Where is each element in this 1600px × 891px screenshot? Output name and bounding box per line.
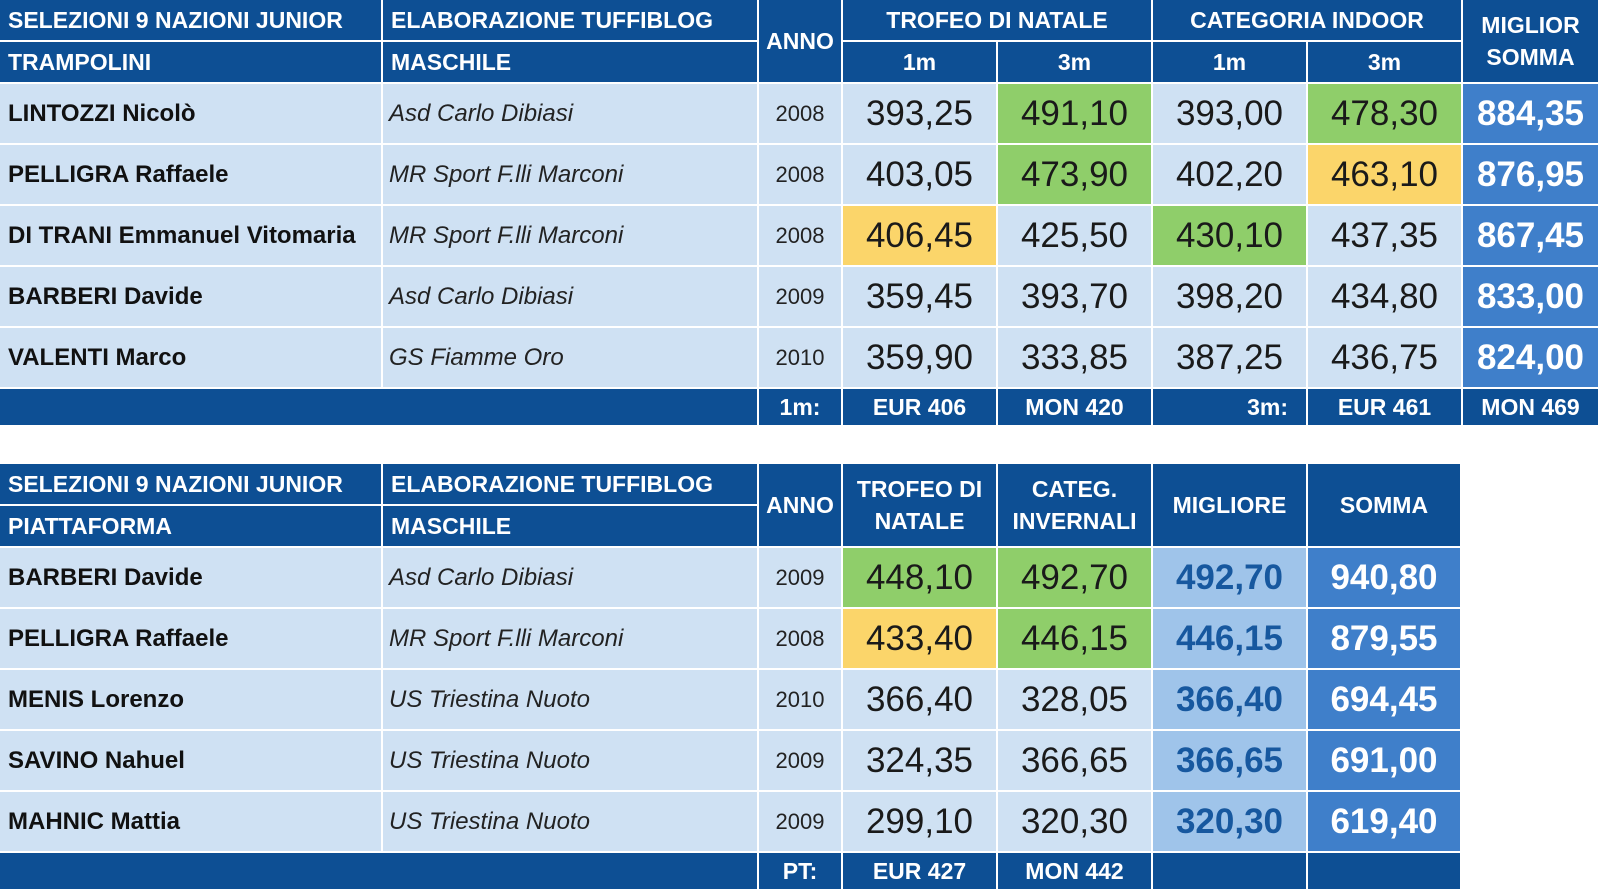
footer-eur-1m: EUR 406 [843, 389, 998, 427]
club-name: Asd Carlo Dibiasi [383, 548, 759, 609]
athlete-name: PELLIGRA Raffaele [0, 145, 383, 206]
categoria-indoor-header: CATEGORIA INDOOR [1153, 0, 1463, 42]
footer-blank [0, 389, 759, 427]
table-title-line1: SELEZIONI 9 NAZIONI JUNIOR [0, 464, 383, 506]
footer-mon-3m: MON 469 [1463, 389, 1600, 427]
club-name: MR Sport F.lli Marconi [383, 206, 759, 267]
table-row [0, 792, 1462, 853]
categ-invernali-line2: INVERNALI [1012, 508, 1137, 534]
miglior-somma: 876,95 [1463, 145, 1600, 206]
score-trofeo-1m: 406,45 [843, 206, 998, 267]
score-migliore: 446,15 [1153, 609, 1308, 670]
score-categ-invernali: 366,65 [998, 731, 1153, 792]
table-row [0, 670, 1462, 731]
table-row [0, 328, 1600, 389]
table-row [0, 206, 1600, 267]
athlete-name: SAVINO Nahuel [0, 731, 383, 792]
footer-row [0, 853, 1462, 891]
score-trofeo-3m: 473,90 [998, 145, 1153, 206]
table-title-line2: PIATTAFORMA [0, 506, 383, 548]
score-trofeo-1m: 393,25 [843, 84, 998, 145]
miglior-somma-line1: MIGLIOR [1481, 12, 1580, 38]
score-trofeo-natale: 324,35 [843, 731, 998, 792]
club-name: Asd Carlo Dibiasi [383, 267, 759, 328]
footer-blank [0, 853, 759, 891]
miglior-somma: 824,00 [1463, 328, 1600, 389]
table-title-line2: TRAMPOLINI [0, 42, 383, 84]
table-title-line1: SELEZIONI 9 NAZIONI JUNIOR [0, 0, 383, 42]
score-migliore: 492,70 [1153, 548, 1308, 609]
birth-year: 2009 [759, 267, 843, 328]
score-trofeo-natale: 299,10 [843, 792, 998, 853]
score-indoor-1m: 393,00 [1153, 84, 1308, 145]
trofeo-natale-line2: NATALE [874, 508, 965, 534]
club-name: US Triestina Nuoto [383, 670, 759, 731]
footer-label-pt: PT: [759, 853, 843, 891]
score-trofeo-natale: 448,10 [843, 548, 998, 609]
score-somma: 691,00 [1308, 731, 1462, 792]
footer-label-1m: 1m: [759, 389, 843, 427]
score-indoor-1m: 402,20 [1153, 145, 1308, 206]
athlete-name: VALENTI Marco [0, 328, 383, 389]
source-line1: ELABORAZIONE TUFFIBLOG [383, 464, 759, 506]
birth-year: 2008 [759, 206, 843, 267]
miglior-somma-header [1463, 0, 1600, 84]
footer-blank [1308, 853, 1462, 891]
footer-mon-1m: MON 420 [998, 389, 1153, 427]
score-trofeo-natale: 366,40 [843, 670, 998, 731]
score-trofeo-3m: 425,50 [998, 206, 1153, 267]
club-name: US Triestina Nuoto [383, 731, 759, 792]
score-indoor-3m: 434,80 [1308, 267, 1463, 328]
score-indoor-3m: 478,30 [1308, 84, 1463, 145]
score-somma: 619,40 [1308, 792, 1462, 853]
source-line2: MASCHILE [383, 506, 759, 548]
miglior-somma: 867,45 [1463, 206, 1600, 267]
sub-header-3m: 3m [998, 42, 1153, 84]
somma-header: SOMMA [1308, 464, 1462, 548]
score-indoor-3m: 437,35 [1308, 206, 1463, 267]
score-indoor-1m: 430,10 [1153, 206, 1308, 267]
score-somma: 879,55 [1308, 609, 1462, 670]
score-trofeo-1m: 359,90 [843, 328, 998, 389]
birth-year: 2010 [759, 328, 843, 389]
sub-header-3m: 3m [1308, 42, 1463, 84]
athlete-name: BARBERI Davide [0, 548, 383, 609]
score-trofeo-3m: 393,70 [998, 267, 1153, 328]
miglior-somma-line2: SOMMA [1486, 44, 1575, 70]
score-somma: 694,45 [1308, 670, 1462, 731]
trofeo-natale-header [843, 464, 998, 548]
score-migliore: 366,65 [1153, 731, 1308, 792]
athlete-name: MAHNIC Mattia [0, 792, 383, 853]
score-somma: 940,80 [1308, 548, 1462, 609]
score-trofeo-1m: 403,05 [843, 145, 998, 206]
table-row [0, 145, 1600, 206]
score-trofeo-3m: 491,10 [998, 84, 1153, 145]
categ-invernali-header [998, 464, 1153, 548]
score-migliore: 366,40 [1153, 670, 1308, 731]
table-row [0, 609, 1462, 670]
score-indoor-1m: 387,25 [1153, 328, 1308, 389]
trofeo-natale-line1: TROFEO DI [856, 476, 983, 502]
score-migliore: 320,30 [1153, 792, 1308, 853]
score-categ-invernali: 492,70 [998, 548, 1153, 609]
birth-year: 2009 [759, 731, 843, 792]
birth-year: 2009 [759, 792, 843, 853]
score-indoor-3m: 436,75 [1308, 328, 1463, 389]
footer-blank [1153, 853, 1308, 891]
athlete-name: BARBERI Davide [0, 267, 383, 328]
footer-label-3m: 3m: [1153, 389, 1308, 427]
score-trofeo-natale: 433,40 [843, 609, 998, 670]
sub-header-1m: 1m [1153, 42, 1308, 84]
miglior-somma: 833,00 [1463, 267, 1600, 328]
score-categ-invernali: 320,30 [998, 792, 1153, 853]
birth-year: 2008 [759, 145, 843, 206]
footer-eur: EUR 427 [843, 853, 998, 891]
source-line1: ELABORAZIONE TUFFIBLOG [383, 0, 759, 42]
score-categ-invernali: 446,15 [998, 609, 1153, 670]
athlete-name: LINTOZZI Nicolò [0, 84, 383, 145]
table-row [0, 84, 1600, 145]
birth-year: 2008 [759, 609, 843, 670]
footer-mon: MON 442 [998, 853, 1153, 891]
score-trofeo-3m: 333,85 [998, 328, 1153, 389]
athlete-name: DI TRANI Emmanuel Vitomaria [0, 206, 383, 267]
categ-invernali-line1: CATEG. [1031, 476, 1118, 502]
score-indoor-3m: 463,10 [1308, 145, 1463, 206]
anno-header: ANNO [759, 464, 843, 548]
footer-row [0, 389, 1600, 427]
migliore-header: MIGLIORE [1153, 464, 1308, 548]
miglior-somma: 884,35 [1463, 84, 1600, 145]
table-row [0, 731, 1462, 792]
birth-year: 2009 [759, 548, 843, 609]
score-categ-invernali: 328,05 [998, 670, 1153, 731]
club-name: MR Sport F.lli Marconi [383, 145, 759, 206]
source-line2: MASCHILE [383, 42, 759, 84]
table-row [0, 267, 1600, 328]
birth-year: 2010 [759, 670, 843, 731]
club-name: MR Sport F.lli Marconi [383, 609, 759, 670]
piattaforma-table [0, 464, 1462, 891]
club-name: Asd Carlo Dibiasi [383, 84, 759, 145]
birth-year: 2008 [759, 84, 843, 145]
trampolini-table [0, 0, 1600, 427]
footer-eur-3m: EUR 461 [1308, 389, 1463, 427]
club-name: GS Fiamme Oro [383, 328, 759, 389]
score-indoor-1m: 398,20 [1153, 267, 1308, 328]
anno-header: ANNO [759, 0, 843, 84]
club-name: US Triestina Nuoto [383, 792, 759, 853]
sub-header-1m: 1m [843, 42, 998, 84]
score-trofeo-1m: 359,45 [843, 267, 998, 328]
table-row [0, 548, 1462, 609]
trofeo-natale-header: TROFEO DI NATALE [843, 0, 1153, 42]
athlete-name: PELLIGRA Raffaele [0, 609, 383, 670]
athlete-name: MENIS Lorenzo [0, 670, 383, 731]
